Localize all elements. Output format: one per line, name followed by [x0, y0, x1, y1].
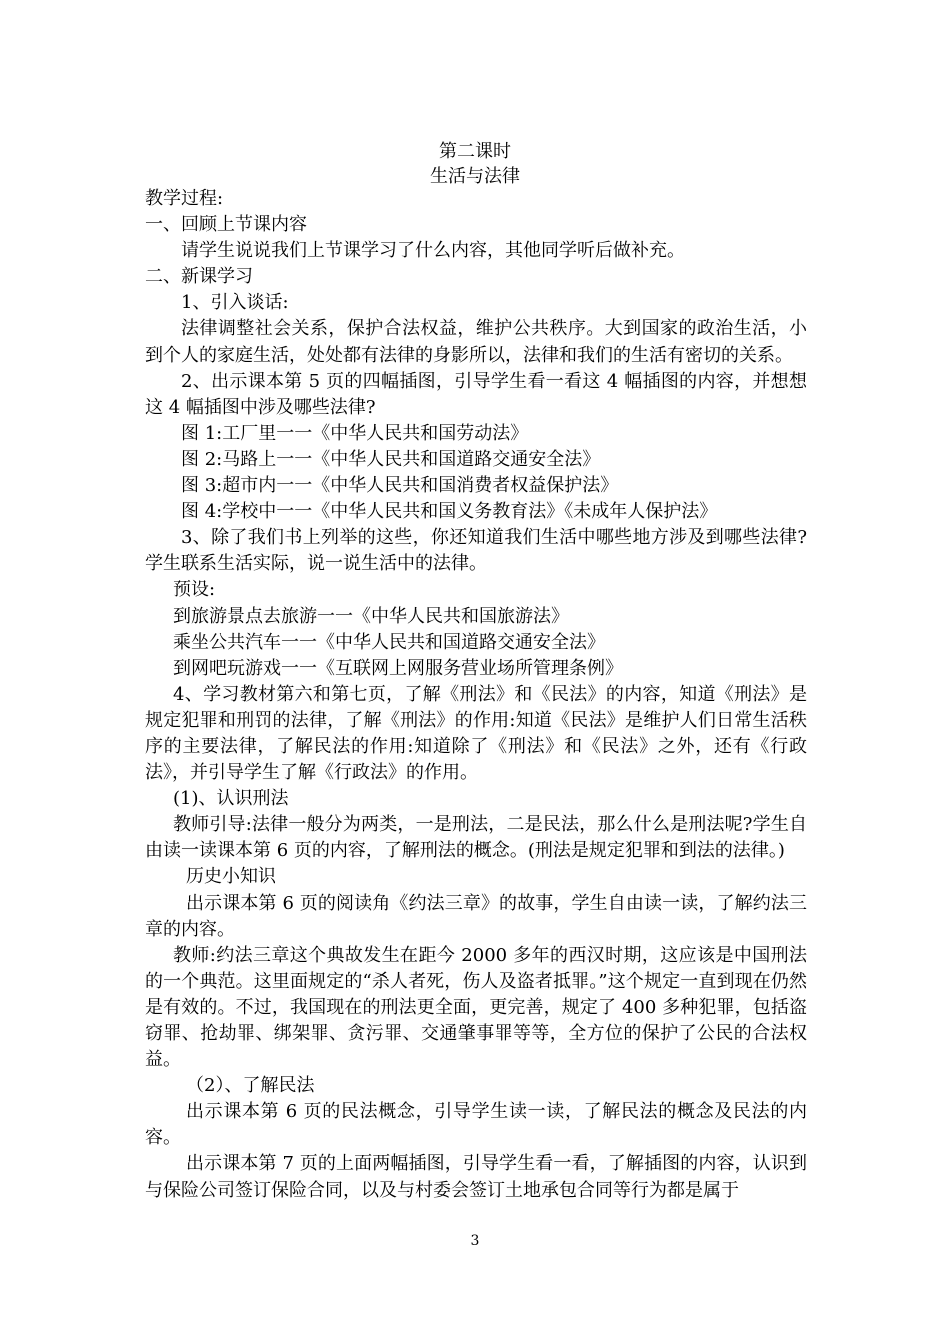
- paragraph: 教师引导:法律一般分为两类，一是刑法，二是民法，那么什么是刑法呢?学生自由读一读课本第 6 页的内容，了解刑法的概念。(刑法是规定犯罪和到法的法律。): [145, 814, 807, 862]
- list-item: 图 3:超市内一一《中华人民共和国消费者权益保护法》: [181, 475, 619, 497]
- subheading: （2）、了解民法: [186, 1075, 315, 1097]
- subheading: 预设:: [173, 579, 216, 601]
- paragraph: 出示课本第 6 页的阅读角《约法三章》的故事，学生自由读一读，了解约法三章的内容。: [145, 892, 807, 940]
- subheading: 1、引入谈话:: [181, 292, 289, 314]
- list-item: 图 1:工厂里一一《中华人民共和国劳动法》: [181, 422, 529, 444]
- paragraph: 3、除了我们书上列举的这些，你还知道我们生活中哪些地方涉及到哪些法律?学生联系生活实际，说一说生活中的法律。: [145, 527, 807, 575]
- list-item: 图 4:学校中一一《中华人民共和国义务教育法》《未成年人保护法》: [181, 501, 718, 523]
- paragraph: 4、学习教材第六和第七页，了解《刑法》和《民法》的内容，知道《刑法》是规定犯罪和刑罚的法律，了解《刑法》的作用:知道《民法》是维护人们日常生活秩序的主要法律，了解民法的作用:知道除了《刑法》和《民法》之外，还有《行政法》，并引导学生了解《行政法》的作用。: [145, 683, 807, 784]
- paragraph: 教师:约法三章这个典故发生在距今 2000 多年的西汉时期，这应该是中国刑法的一个典范。这里面规定的“杀人者死，伤人及盗者抵罪。”这个规定一直到现在仍然是有效的。不过，我国现在的刑法更全面，更完善，规定了 400 多种犯罪，包括盗窃罪、抢劫罪、绑架罪、贪污罪、交通肇事罪等等，全方位的保护了公民的合法权益。: [145, 944, 807, 1071]
- paragraph: 出示课本第 7 页的上面两幅插图，引导学生看一看，了解插图的内容，认识到与保险公司签订保险合同，以及与村委会签订土地承包合同等行为都是属于: [145, 1153, 807, 1201]
- list-item: 到网吧玩游戏一一《互联网上网服务营业场所管理条例》: [173, 657, 623, 679]
- section-heading: 二、新课学习: [145, 266, 253, 288]
- lesson-body: [145, 186, 807, 1204]
- list-item: 图 2:马路上一一《中华人民共和国道路交通安全法》: [181, 448, 601, 470]
- paragraph: 法律调整社会关系，保护合法权益，维护公共秩序。大到国家的政治生活，小到个人的家庭生活，处处都有法律的身影所以，法律和我们的生活有密切的关系。: [145, 318, 807, 366]
- page-number: 3: [470, 1233, 480, 1249]
- lesson-subtitle: 生活与法律: [430, 166, 520, 187]
- list-item: 到旅游景点去旅游一一《中华人民共和国旅游法》: [173, 605, 569, 627]
- subheading: (1)、认识刑法: [173, 788, 289, 810]
- paragraph: 出示课本第 6 页的民法概念，引导学生读一读，了解民法的概念及民法的内容。: [145, 1101, 807, 1149]
- paragraph: 教学过程:: [145, 188, 224, 209]
- subheading: 历史小知识: [186, 866, 276, 888]
- lesson-title: 第二课时: [439, 141, 511, 162]
- list-item: 乘坐公共汽车一一《中华人民共和国道路交通安全法》: [173, 631, 605, 653]
- section-heading: 一、回顾上节课内容: [145, 214, 307, 236]
- paragraph: 2、出示课本第 5 页的四幅插图，引导学生看一看这 4 幅插图的内容，并想想这 4 幅插图中涉及哪些法律?: [145, 370, 807, 418]
- paragraph: 请学生说说我们上节课学习了什么内容，其他同学听后做补充。: [181, 240, 685, 262]
